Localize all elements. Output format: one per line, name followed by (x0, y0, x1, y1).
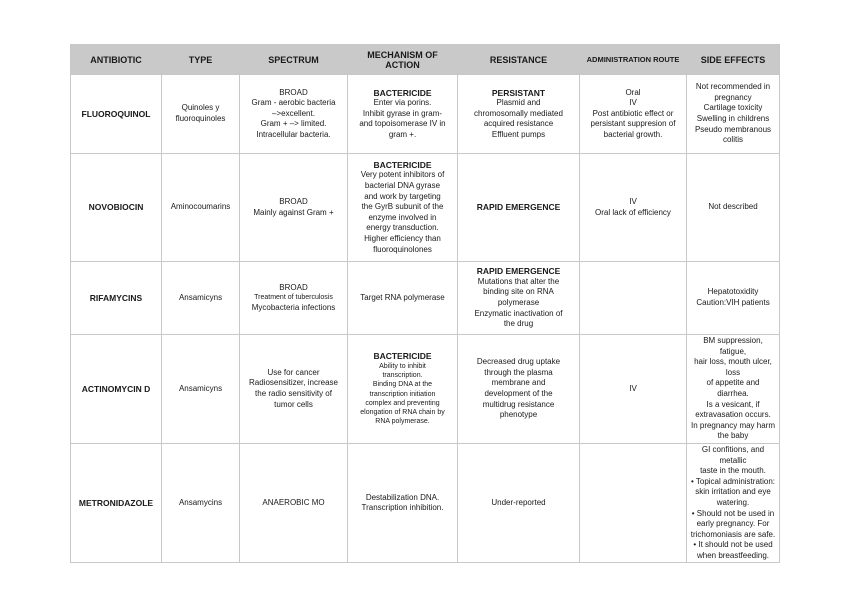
cell-resistance (458, 262, 580, 335)
cell-side-effects (687, 75, 780, 154)
text-line: complex and preventing (365, 399, 440, 407)
text-line: RNA polymerase. (375, 418, 430, 426)
text-line: Enzymatic inactivation of (474, 308, 563, 318)
cell-spectrum (240, 335, 348, 444)
text-line: polymerase (497, 298, 540, 307)
header-side-effects: SIDE EFFECTS (687, 45, 780, 75)
text-line: transcription. (382, 372, 423, 380)
text-line: the radio sensitivity of (255, 388, 332, 398)
text-line: enzyme involved in (368, 212, 437, 222)
table-row (71, 443, 780, 563)
text-line: IV (629, 196, 637, 206)
text-line: multidrug resistance (482, 399, 555, 409)
text-line: Use for cancer (267, 367, 320, 377)
text-line: Radiosensitizer, increase (249, 378, 338, 388)
header-spectrum: SPECTRUM (240, 45, 348, 75)
text-line: watering. (716, 497, 750, 507)
text-line: BROAD (279, 196, 308, 206)
text-line: Oral (625, 87, 641, 97)
text-line: early pregnancy. For (696, 519, 770, 529)
text-line: Plasmid and (496, 98, 541, 108)
text-line: Inhibit gyrase in gram- (362, 108, 443, 118)
cell-mechanism (348, 75, 458, 154)
header-mechanism: MECHANISM OF ACTION (348, 45, 458, 75)
text-line: tumor cells (274, 399, 313, 409)
cell-resistance (458, 75, 580, 154)
text-line: of appetite and diarrhea. (706, 378, 760, 398)
text-line: ANAEROBIC MO (262, 497, 325, 507)
text-line: Not recommended in (695, 82, 771, 92)
text-line: In pregnancy may harm (690, 420, 776, 430)
text-line: Target RNA polymerase (360, 292, 445, 302)
text-line: the GyrB subunit of the (361, 202, 444, 212)
header-type: TYPE (162, 45, 240, 75)
text-line: development of the (484, 388, 553, 398)
table-row (71, 75, 780, 154)
table-row (71, 335, 780, 444)
text-line: energy transduction. (366, 223, 439, 233)
text-line: skin irritation and eye (695, 487, 771, 497)
text-line: acquired resistance (483, 119, 554, 129)
cell-administration (580, 75, 687, 154)
text-line: Transcription inhibition. (361, 503, 444, 513)
text-line: extravasation occurs. (695, 410, 771, 420)
cell-resistance (458, 335, 580, 444)
mechanism-title: BACTERICIDE (373, 159, 432, 170)
text-line: BM suppression, fatigue, (703, 336, 763, 356)
cell-administration (580, 262, 687, 335)
text-line: and work by targeting (364, 191, 441, 201)
text-line: Oral lack of efficiency (595, 207, 671, 217)
text-line: Destabilization DNA. (365, 492, 440, 502)
antibiotics-table (70, 44, 780, 563)
cell-mechanism (348, 443, 458, 563)
cell-resistance (458, 154, 580, 262)
text-line: • It should not be used (693, 540, 773, 550)
text-line: BROAD (279, 282, 308, 292)
mechanism-title: BACTERICIDE (373, 87, 432, 98)
text-line: bacterial growth. (603, 129, 663, 139)
cell-antibiotic: FLUOROQUINOL (71, 75, 162, 154)
text-line: Ability to inhibit (379, 363, 426, 371)
cell-side-effects (687, 154, 780, 262)
cell-type: Ansamicyns (162, 335, 240, 444)
cell-spectrum (240, 154, 348, 262)
text-line: and topoisomerase IV in (359, 119, 446, 129)
cell-type: Ansamycins (162, 443, 240, 563)
header-antibiotic: ANTIBIOTIC (71, 45, 162, 75)
text-line: transcription initiation (369, 390, 436, 398)
text-line: trichomoniasis are safe. (690, 529, 776, 539)
text-line: BROAD (279, 87, 308, 97)
text-line: gram +. (388, 129, 417, 139)
text-line: bacterial DNA gyrase (364, 181, 441, 191)
cell-administration (580, 335, 687, 444)
text-line: Gram + –> limited. (260, 119, 327, 129)
cell-antibiotic: METRONIDAZOLE (71, 443, 162, 563)
cell-mechanism (348, 262, 458, 335)
text-line: colitis (722, 135, 743, 145)
text-line: Binding DNA at the (372, 381, 433, 389)
text-line: Intracellular bacteria. (256, 129, 331, 139)
text-line: when breastfeeding. (696, 550, 770, 560)
cell-antibiotic: RIFAMYCINS (71, 262, 162, 335)
text-line: the baby (717, 431, 749, 441)
text-line: Mycobacteria infections (251, 302, 336, 312)
text-line: Effluent pumps (491, 129, 546, 139)
text-line: fluoroquinolones (373, 244, 432, 254)
text-line: chromosomally mediated (474, 108, 563, 118)
resistance-title: RAPID EMERGENCE (476, 202, 561, 213)
text-line: GI confitions, and metallic (701, 444, 765, 465)
resistance-title: RAPID EMERGENCE (476, 266, 561, 277)
cell-type: Quinoles y fluoroquinoles (162, 75, 240, 154)
text-line: • Should not be used in (691, 508, 775, 518)
text-line: Is a vesicant, if (706, 399, 760, 409)
text-line: elongation of RNA chain by (360, 409, 445, 417)
cell-spectrum (240, 443, 348, 563)
text-line: Very potent inhibitors of (360, 170, 445, 180)
text-line: Pseudo membranous (694, 124, 772, 134)
text-line: Post antibiotic effect or (592, 108, 674, 118)
header-resistance: RESISTANCE (458, 45, 580, 75)
text-line: Gram - aerobic bacteria (251, 98, 336, 108)
text-line: pregnancy (714, 92, 752, 102)
text-line: Hepatotoxidity (707, 287, 759, 297)
text-line: hair loss, mouth ulcer, loss (694, 357, 772, 377)
header-row (71, 45, 780, 75)
cell-mechanism (348, 335, 458, 444)
text-line: persistant suppresion of (590, 119, 676, 129)
cell-side-effects (687, 335, 780, 444)
cell-side-effects (687, 262, 780, 335)
cell-antibiotic: NOVOBIOCIN (71, 154, 162, 262)
cell-type: Aminocoumarins (162, 154, 240, 262)
cell-administration (580, 443, 687, 563)
text-line: Treatment of tuberculosis (254, 294, 333, 302)
text-line: Higher efficiency than (364, 233, 441, 243)
text-line: Enter via porins. (373, 98, 432, 108)
resistance-title: PERSISTANT (491, 87, 546, 98)
table-row (71, 154, 780, 262)
text-line: taste in the mouth. (700, 466, 766, 476)
text-line: Not described (708, 202, 758, 212)
text-line: phenotype (499, 410, 538, 420)
header-administration: ADMINISTRATION ROUTE (580, 45, 687, 75)
text-line: the drug (503, 319, 534, 329)
text-line: Decreased drug uptake (476, 357, 561, 367)
cell-antibiotic: ACTINOMYCIN D (71, 335, 162, 444)
text-line: binding site on RNA (483, 287, 554, 297)
text-line: through the plasma (484, 367, 553, 377)
text-line: Under-reported (491, 497, 546, 507)
text-line: Mutations that alter the (477, 276, 560, 286)
cell-side-effects (687, 443, 780, 563)
text-line: Mainly against Gram + (253, 207, 334, 217)
cell-administration (580, 154, 687, 262)
cell-type: Ansamicyns (162, 262, 240, 335)
table-row (71, 262, 780, 335)
cell-spectrum (240, 262, 348, 335)
text-line: Cartilage toxicity (703, 103, 763, 113)
text-line: IV (629, 383, 637, 393)
text-line: membrane and (491, 378, 546, 388)
cell-spectrum (240, 75, 348, 154)
text-line: –>excellent. (272, 108, 315, 118)
text-line: • Topical administration: (690, 476, 776, 486)
cell-resistance (458, 443, 580, 563)
cell-mechanism (348, 154, 458, 262)
text-line: IV (629, 98, 637, 108)
text-line: Caution:VIH patients (696, 298, 770, 307)
text-line: Swelling in childrens (696, 114, 770, 123)
mechanism-title: BACTERICIDE (373, 351, 432, 362)
